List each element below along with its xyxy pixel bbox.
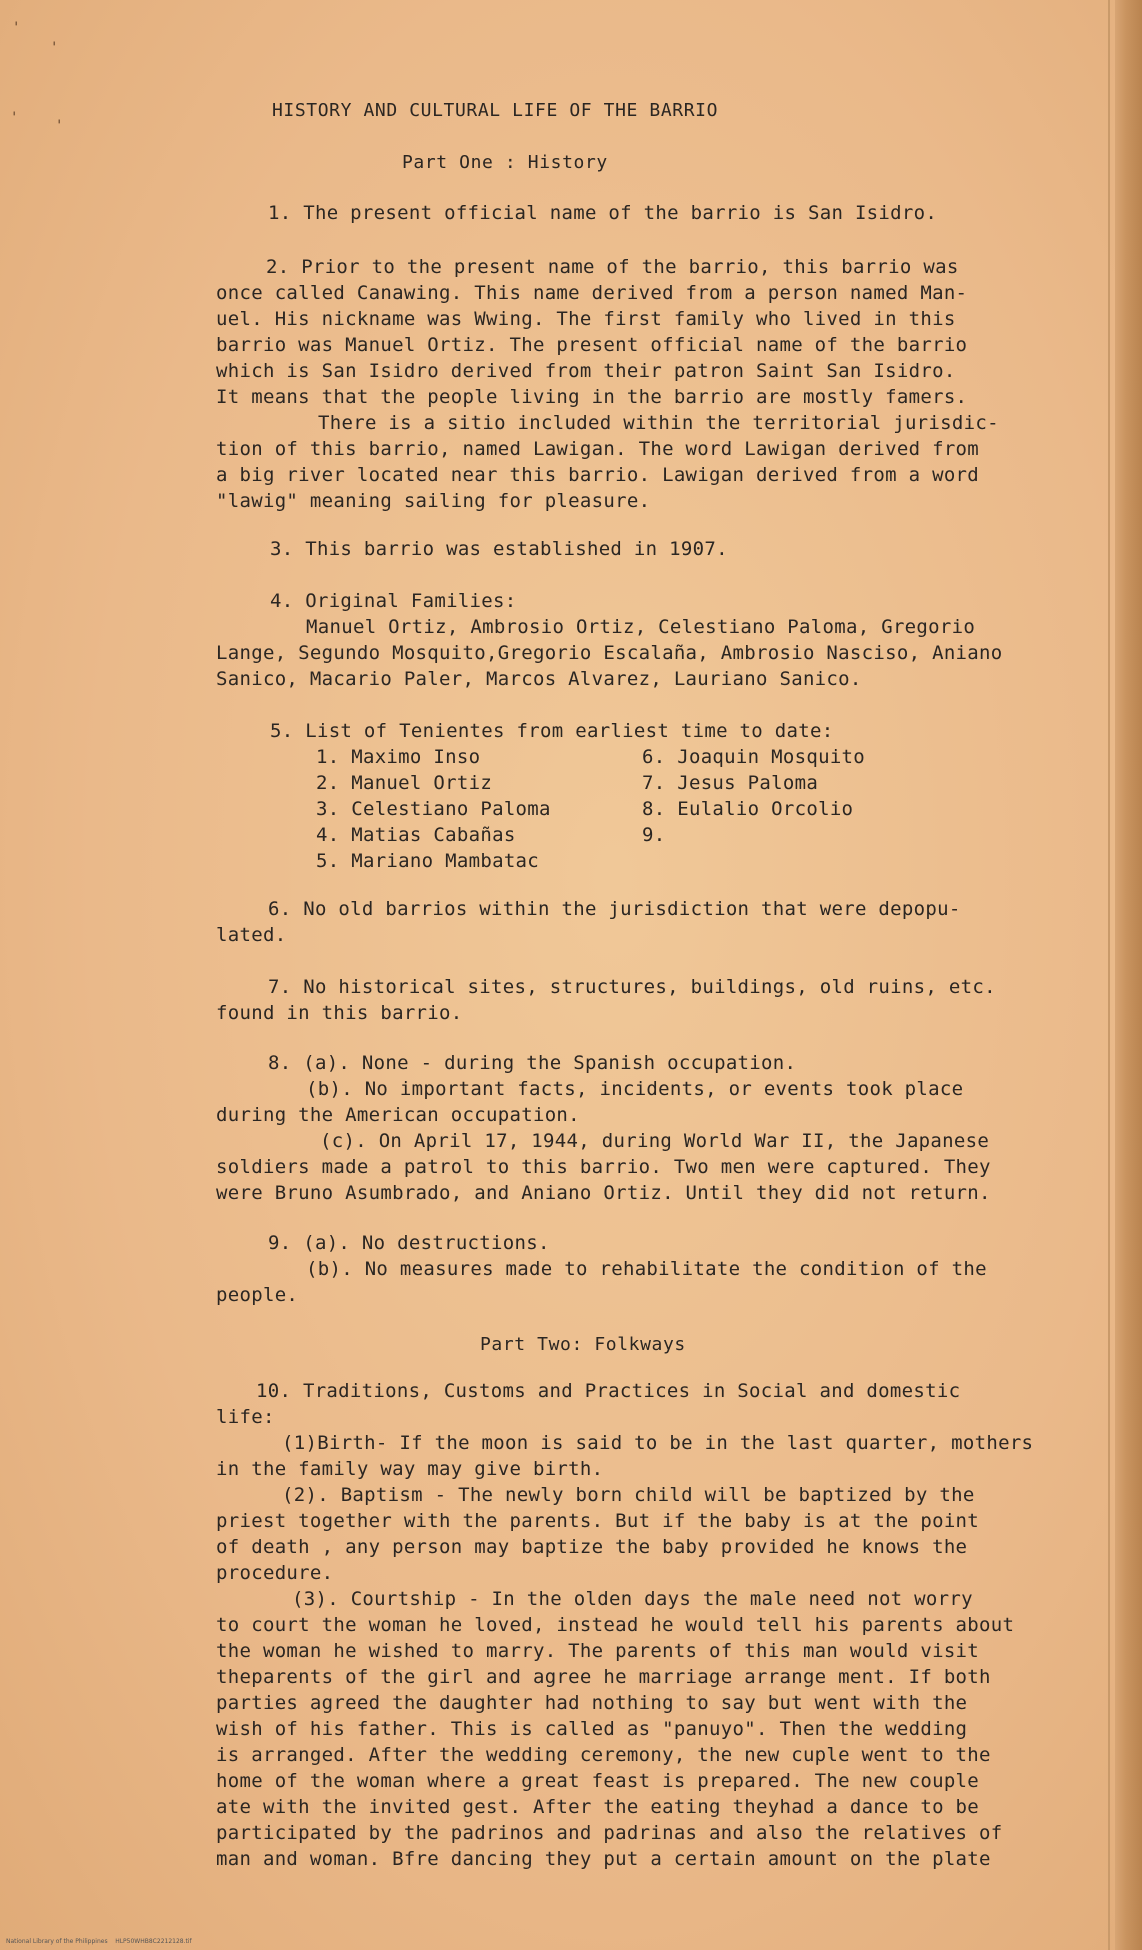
text-line: 4. Original Families: <box>270 590 517 612</box>
text-line: (2). Baptism - The newly born child will be baptized by the <box>282 1484 975 1506</box>
text-line: found in this barrio. <box>216 1002 463 1024</box>
teniente-entry: 2. Manuel Ortiz <box>316 772 493 794</box>
text-line: uel. His nickname was Wwing. The first family who lived in this <box>216 308 956 330</box>
text-line: procedure. <box>216 1562 334 1584</box>
text-line: (3). Courtship - In the olden days the male need not worry <box>292 1588 973 1610</box>
text-line: "lawig" meaning sailing for pleasure. <box>216 490 651 512</box>
document-title: HISTORY AND CULTURAL LIFE OF THE BARRIO <box>272 100 719 121</box>
part-two-heading: Part Two: Folkways <box>480 1334 686 1355</box>
teniente-entry: 7. Jesus Paloma <box>642 772 819 794</box>
text-line: 10. Traditions, Customs and Practices in Social and domestic <box>256 1380 961 1402</box>
text-line: (b). No measures made to rehabilitate the condition of the <box>306 1258 987 1280</box>
scan-footer: National Library of the Philippines HLP50WHB8C2212128.tif <box>6 1938 192 1945</box>
item-1: 1. The present official name of the barrio is San Isidro. <box>268 202 938 224</box>
text-line: soldiers made a patrol to this barrio. Two men were captured. They <box>216 1156 991 1178</box>
part-one-heading: Part One : History <box>402 152 608 173</box>
teniente-entry: 3. Celestiano Paloma <box>316 798 551 820</box>
item-3: 3. This barrio was established in 1907. <box>270 538 728 560</box>
text-line: during the American occupation. <box>216 1104 580 1126</box>
text-line: of death , any person may baptize the baby provided he knows the <box>216 1536 968 1558</box>
text-line: a big river located near this barrio. Lawigan derived from a word <box>216 464 980 486</box>
text-line: participated by the padrinos and padrinas and also the relatives of <box>216 1822 1003 1844</box>
text-line: (c). On April 17, 1944, during World War II, the Japanese <box>320 1130 990 1152</box>
text-line: 9. (a). No destructions. <box>268 1232 550 1254</box>
teniente-entry: 1. Maximo Inso <box>316 746 481 768</box>
teniente-entry: 8. Eulalio Orcolio <box>642 798 854 820</box>
text-line: life: <box>216 1406 275 1428</box>
text-line: is arranged. After the wedding ceremony, the new cuple went to the <box>216 1744 991 1766</box>
page-edge-line <box>1108 0 1110 1950</box>
text-line: once called Canawing. This name derived from a person named Man- <box>216 282 968 304</box>
text-line: Manuel Ortiz, Ambrosio Ortiz, Celestiano Paloma, Gregorio <box>306 616 976 638</box>
text-line: (1)Birth- If the moon is said to be in the last quarter, mothers <box>282 1432 1034 1454</box>
text-line: (b). No important facts, incidents, or events took place <box>306 1078 964 1100</box>
text-line: to court the woman he loved, instead he would tell his parents about <box>216 1614 1015 1636</box>
tenientes-heading: 5. List of Tenientes from earliest time to date: <box>270 720 834 742</box>
text-line: 7. No historical sites, structures, buildings, old ruins, etc. <box>268 976 996 998</box>
margin-mark: ' <box>55 118 64 134</box>
text-line: theparents of the girl and agree he marriage arrange ment. If both <box>216 1666 991 1688</box>
text-line: were Bruno Asumbrado, and Aniano Ortiz. Until they did not return. <box>216 1182 991 1204</box>
text-line: 6. No old barrios within the jurisdiction that were depopu- <box>268 898 961 920</box>
margin-mark: ' <box>50 40 59 56</box>
page-edge <box>1115 0 1142 1950</box>
text-line: man and woman. Bfre dancing they put a certain amount on the plate <box>216 1848 991 1870</box>
text-line: It means that the people living in the barrio are mostly famers. <box>216 386 968 408</box>
text-line: Sanico, Macario Paler, Marcos Alvarez, Lauriano Sanico. <box>216 668 862 690</box>
margin-mark: ' <box>12 20 21 36</box>
text-line: priest together with the parents. But if the baby is at the point <box>216 1510 980 1532</box>
text-line: 2. Prior to the present name of the barrio, this barrio was <box>266 256 959 278</box>
text-line: parties agreed the daughter had nothing to say but went with the <box>216 1692 968 1714</box>
text-line: which is San Isidro derived from their patron Saint San Isidro. <box>216 360 956 382</box>
text-line: lated. <box>216 924 287 946</box>
text-line: in the family way may give birth. <box>216 1458 604 1480</box>
text-line: wish of his father. This is called as "panuyo". Then the wedding <box>216 1718 968 1740</box>
teniente-entry: 4. Matias Cabañas <box>316 824 516 846</box>
text-line: There is a sitio included within the territorial jurisdic- <box>318 412 999 434</box>
text-line: people. <box>216 1284 299 1306</box>
teniente-entry: 6. Joaquin Mosquito <box>642 746 866 768</box>
margin-mark: ' <box>10 110 19 126</box>
text-line: Lange, Segundo Mosquito,Gregorio Escalaña, Ambrosio Nasciso, Aniano <box>216 642 1003 664</box>
text-line: barrio was Manuel Ortiz. The present official name of the barrio <box>216 334 968 356</box>
text-line: home of the woman where a great feast is prepared. The new couple <box>216 1770 980 1792</box>
teniente-entry: 5. Mariano Mambatac <box>316 850 540 872</box>
teniente-entry: 9. <box>642 824 666 846</box>
text-line: the woman he wished to marry. The parents of this man would visit <box>216 1640 980 1662</box>
text-line: tion of this barrio, named Lawigan. The word Lawigan derived from <box>216 438 980 460</box>
text-line: ate with the invited gest. After the eating theyhad a dance to be <box>216 1796 980 1818</box>
text-line: 8. (a). None - during the Spanish occupation. <box>268 1052 797 1074</box>
